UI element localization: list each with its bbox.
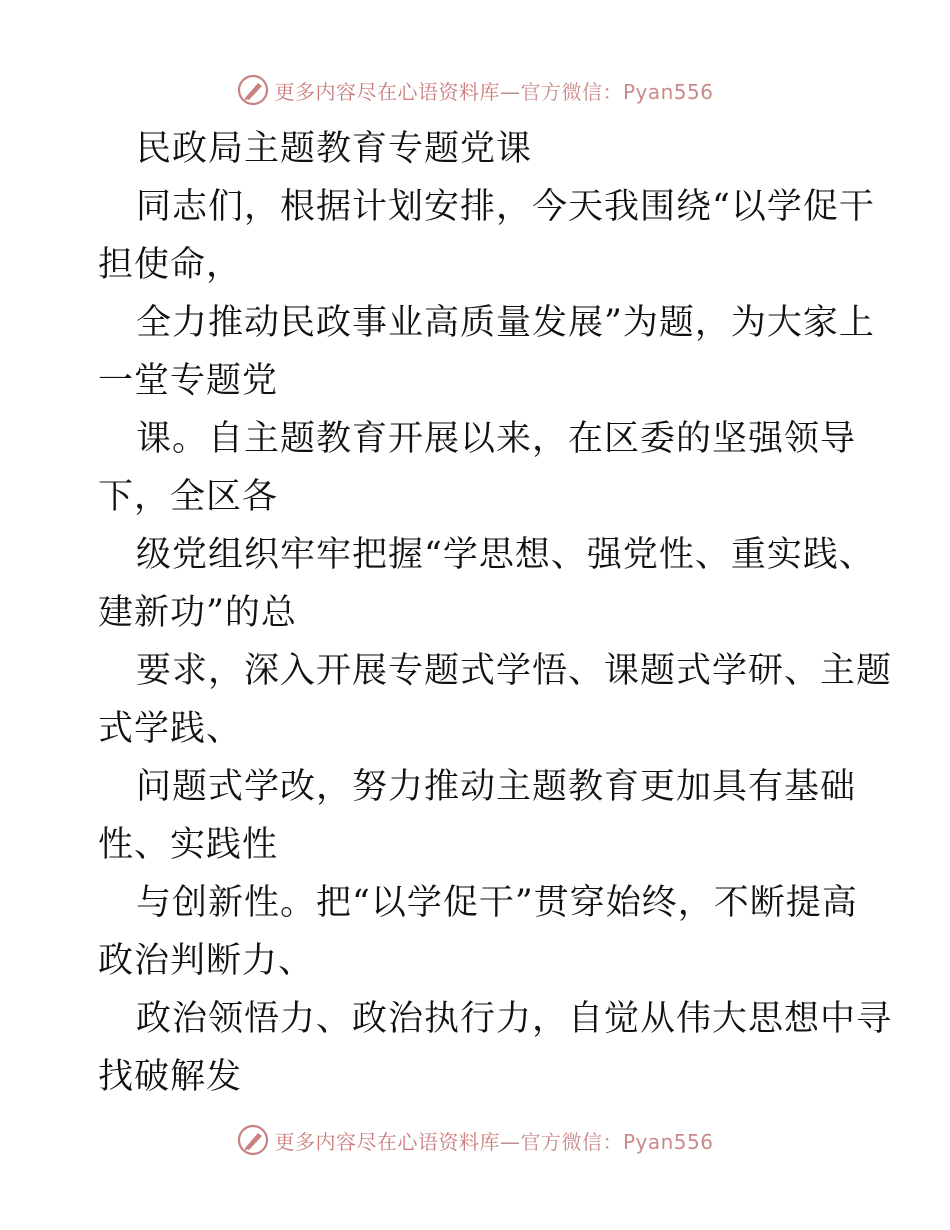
pen-logo-icon — [236, 1123, 270, 1157]
paragraph-line: 建新功”的总 — [98, 593, 297, 633]
paragraph-line: 要求，深入开展专题式学悟、课题式学研、主题 — [136, 651, 893, 691]
header-watermark — [0, 70, 950, 110]
paragraph-line: 一堂专题党 — [98, 361, 279, 401]
paragraph-line: 政治领悟力、政治执行力，自觉从伟大思想中寻 — [136, 999, 893, 1039]
paragraph-line: 全力推动民政事业高质量发展”为题，为大家上 — [136, 303, 875, 343]
paragraph-line: 课。自主题教育开展以来，在区委的坚强领导 — [136, 419, 857, 459]
footer-watermark — [0, 1120, 950, 1160]
watermark-text: 更多内容尽在心语资料库—官方微信：Pyan556 — [274, 79, 714, 104]
pen-logo-icon — [236, 73, 270, 107]
paragraph-line: 式学践、 — [98, 709, 243, 749]
paragraph-line: 问题式学改，努力推动主题教育更加具有基础 — [136, 767, 857, 807]
paragraph-line: 下，全区各 — [98, 477, 279, 517]
document-title: 民政局主题教育专题党课 — [136, 129, 533, 169]
paragraph-line: 担使命， — [98, 245, 243, 285]
paragraph-line: 级党组织牢牢把握“学思想、强党性、重实践、 — [136, 535, 875, 575]
watermark-text: 更多内容尽在心语资料库—官方微信：Pyan556 — [274, 1129, 714, 1154]
document-body — [98, 120, 893, 1106]
paragraph-line: 与创新性。把“以学促干”贯穿始终，不断提高 — [136, 883, 858, 923]
paragraph-line: 找破解发 — [98, 1057, 243, 1097]
paragraph-line: 性、实践性 — [98, 825, 279, 865]
paragraph-line: 政治判断力、 — [98, 941, 315, 981]
paragraph-line: 同志们，根据计划安排，今天我围绕“以学促干 — [136, 187, 875, 227]
